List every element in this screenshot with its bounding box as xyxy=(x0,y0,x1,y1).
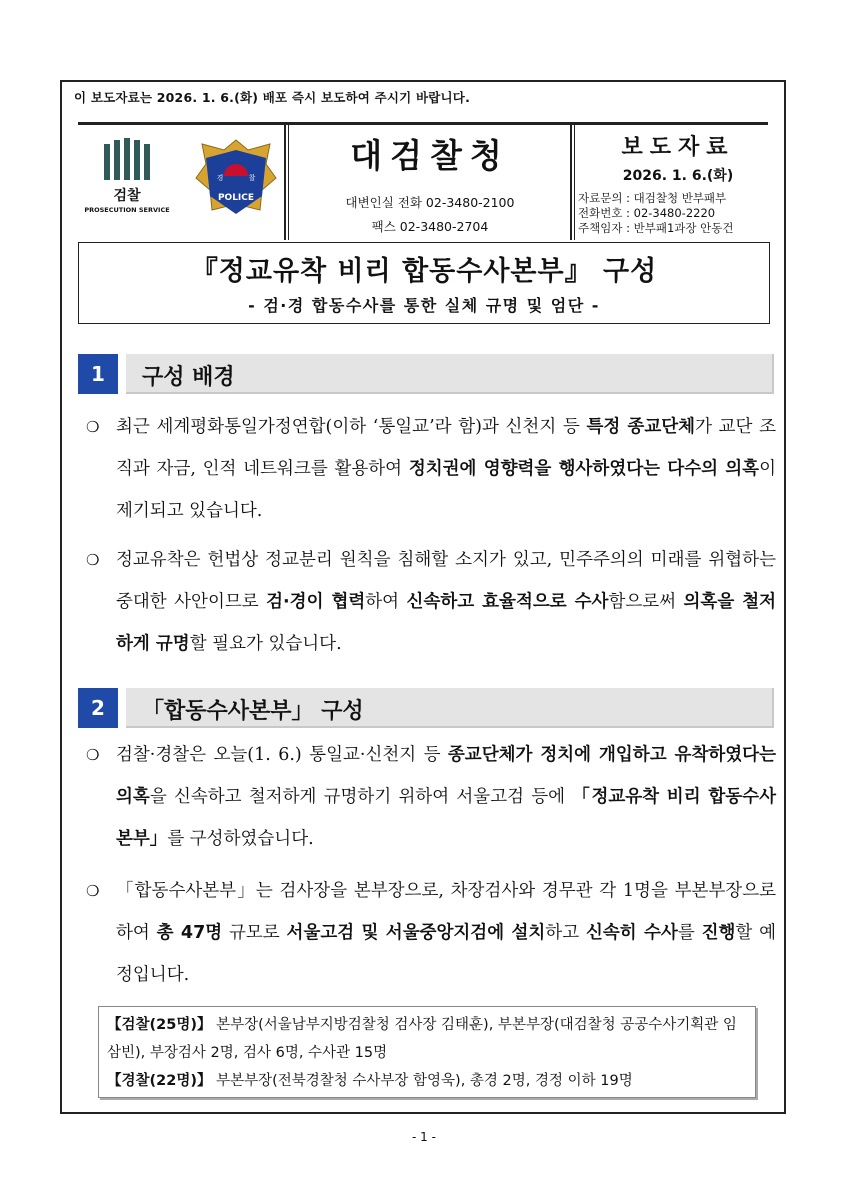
headline-title: 『정교유착 비리 합동수사본부』 구성 xyxy=(190,256,658,287)
text-run: 검찰·경찰은 오늘(1. 6.) 통일교·신천지 등 xyxy=(116,745,448,765)
text-emphasis: 의혹을 철저하게 규명 xyxy=(116,592,777,654)
text-emphasis: 총 47명 xyxy=(156,923,223,943)
header-divider-thin xyxy=(288,122,289,240)
release-manager: 주책임자 : 반부패1과장 안동건 xyxy=(578,221,734,235)
text-run: 하고 xyxy=(545,923,586,943)
headline-subtitle: - 검·경 합동수사를 통한 실체 규명 및 엄단 - xyxy=(248,296,600,315)
text-run: 를 xyxy=(677,923,702,943)
text-run: 을 신속하고 철저하게 규명하기 위하여 서울고검 등에 xyxy=(149,787,573,807)
text-emphasis: 종교단체가 정치에 개입하고 유착하였다는 의혹 xyxy=(116,745,776,807)
police-badge-icon xyxy=(190,138,282,222)
text-emphasis: 「정교유착 비리 합동수사본부」 xyxy=(116,787,776,849)
police-badge-right: 찰 xyxy=(248,174,256,182)
text-run: 하여 xyxy=(365,592,407,612)
bullet-circle-icon: ❍ xyxy=(86,418,100,436)
section-bar xyxy=(126,354,774,394)
press-release-frame xyxy=(60,80,786,1114)
bullet-paragraph xyxy=(86,406,776,532)
text-emphasis: 특정 종교단체 xyxy=(586,417,696,437)
logo-area xyxy=(80,130,284,238)
text-run: 할 예정입니다. xyxy=(116,923,777,985)
prosecution-logo-sub: PROSECUTION SERVICE xyxy=(84,206,170,214)
text-run: 최근 세계평화통일가정연합(이하 ‘통일교’라 함)과 신천지 등 xyxy=(116,417,587,437)
text-run: 를 구성하였습니다. xyxy=(167,829,314,849)
section-label: 「합동수사본부」 구성 xyxy=(142,699,364,724)
police-staff-label: 【경찰(22명)】 xyxy=(107,1073,212,1089)
header-rule-thin xyxy=(78,124,768,125)
text-emphasis: 신속하고 효율적으로 수사 xyxy=(406,592,609,612)
release-block xyxy=(578,130,778,238)
text-run: 「합동수사본부」는 검사장을 본부장으로, 차장검사와 경무관 각 1명을 부본부장으로 하여 xyxy=(116,881,776,943)
text-emphasis: 정치권에 영향력을 행사하였다는 다수의 의혹 xyxy=(408,459,760,479)
release-date: 2026. 1. 6.(화) xyxy=(622,168,734,184)
header-divider-thin xyxy=(574,122,575,240)
page-number: - 1 - xyxy=(412,1130,436,1144)
prosecution-logo-text: 검찰 xyxy=(113,188,141,204)
text-run: 이 제기되고 있습니다. xyxy=(116,459,776,521)
bullet-circle-icon: ❍ xyxy=(86,551,100,569)
agency-phone: 대변인실 전화 02-3480-2100 xyxy=(345,195,515,210)
text-run: 규모로 xyxy=(222,923,287,943)
prosecution-staff-label: 【검찰(25명)】 xyxy=(107,1017,212,1033)
bullet-circle-icon: ❍ xyxy=(86,746,100,764)
staffing-box xyxy=(98,1006,756,1098)
prosecution-logo-icon xyxy=(80,138,180,228)
header-divider xyxy=(284,122,286,240)
header-divider xyxy=(570,122,572,240)
embargo-notice: 이 보도자료는 2026. 1. 6.(화) 배포 즉시 보도하여 주시기 바랍니다. xyxy=(74,90,471,105)
police-staff-text: 부본부장(전북경찰청 수사부장 함영욱), 총경 2명, 경정 이하 19명 xyxy=(216,1073,633,1089)
bullet-paragraph xyxy=(86,870,776,996)
section-bar xyxy=(126,688,774,728)
release-contact: 자료문의 : 대검찰청 반부패부 xyxy=(578,191,727,205)
bullet-circle-icon: ❍ xyxy=(86,882,100,900)
police-badge-text: POLICE xyxy=(217,193,255,203)
section-heading-2 xyxy=(78,688,774,728)
headline-box xyxy=(78,242,770,324)
text-emphasis: 검·경이 협력 xyxy=(266,592,366,612)
text-emphasis: 진행 xyxy=(701,923,736,943)
agency-name: 대검찰청 xyxy=(350,136,510,175)
prosecution-staff-text: 본부장(서울남부지방검찰청 검사장 김태훈), 부본부장(대검찰청 공공수사기획관 임삼빈), 부장검사 2명, 검사 6명, 수사관 15명 xyxy=(107,1017,737,1061)
agency-block xyxy=(290,130,570,238)
bullet-paragraph xyxy=(86,539,776,665)
text-run: 정교유착은 헌법상 정교분리 원칙을 침해할 소지가 있고, 민주주의의 미래를 위협하는 중대한 사안이므로 xyxy=(116,550,776,612)
release-title: 보도자료 xyxy=(621,135,735,160)
section-number: 1 xyxy=(78,354,118,394)
section-number: 2 xyxy=(78,688,118,728)
section-label: 구성 배경 xyxy=(142,365,235,390)
text-run: 가 교단 조직과 자금, 인적 네트워크를 활용하여 xyxy=(116,417,776,479)
text-run: 할 필요가 있습니다. xyxy=(189,634,342,654)
section-heading-1 xyxy=(78,354,774,394)
police-badge-left: 경 xyxy=(216,174,224,182)
bullet-paragraph xyxy=(86,734,776,860)
agency-fax: 팩스 02-3480-2704 xyxy=(371,219,489,234)
text-run: 함으로써 xyxy=(608,592,684,612)
text-emphasis: 신속히 수사 xyxy=(585,923,678,943)
text-emphasis: 서울고검 및 서울중앙지검에 설치 xyxy=(286,923,546,943)
release-phone: 전화번호 : 02-3480-2220 xyxy=(578,206,716,220)
